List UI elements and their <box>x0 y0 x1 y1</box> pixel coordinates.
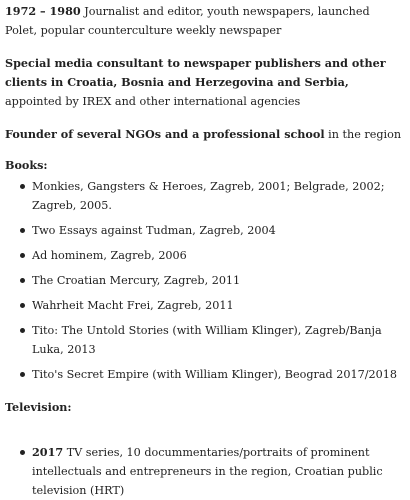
television-item <box>5 443 404 500</box>
career-years: 1972 – 1980 <box>5 4 81 18</box>
television-list <box>5 443 404 500</box>
career-paragraph-1972 <box>5 2 404 40</box>
consultant-paragraph <box>5 54 404 111</box>
founder-description: in the region <box>324 128 402 141</box>
books-list <box>5 177 404 384</box>
career-description: Journalist and editor, youth newspapers, launched Polet, popular counterculture weekly newspaper <box>5 5 370 37</box>
books-heading-text: Books: <box>5 158 48 172</box>
book-item: The Croatian Mercury, Zagreb, 2011 <box>5 271 404 290</box>
book-item: Wahrheit Macht Frei, Zagreb, 2011 <box>5 296 404 315</box>
book-item: Monkies, Gangsters & Heroes, Zagreb, 2001; Belgrade, 2002; Zagreb, 2005. <box>5 177 404 215</box>
consultant-description: appointed by IREX and other international agencies <box>5 95 301 108</box>
book-item: Tito's Secret Empire (with William Klinger), Beograd 2017/2018 <box>5 365 404 384</box>
founder-role: Founder of several NGOs and a professional school <box>5 127 325 141</box>
television-heading <box>5 398 404 417</box>
book-item: Tito: The Untold Stories (with William Klinger), Zagreb/Banja Luka, 2013 <box>5 321 404 359</box>
television-description: TV series, 10 docummentaries/portraits of prominent intellectuals and entrepreneurs in the region, Croatian public television (HRT) <box>32 446 383 497</box>
book-item: Two Essays against Tudman, Zagreb, 2004 <box>5 221 404 240</box>
founder-paragraph <box>5 125 404 144</box>
television-year: 2017 <box>32 445 64 459</box>
consultant-role: Special media consultant to newspaper publishers and other clients in Croatia, Bosnia and Herzegovina and Serbia, <box>5 56 386 89</box>
television-heading-text: Television: <box>5 400 72 414</box>
books-heading <box>5 156 404 175</box>
book-item: Ad hominem, Zagreb, 2006 <box>5 246 404 265</box>
